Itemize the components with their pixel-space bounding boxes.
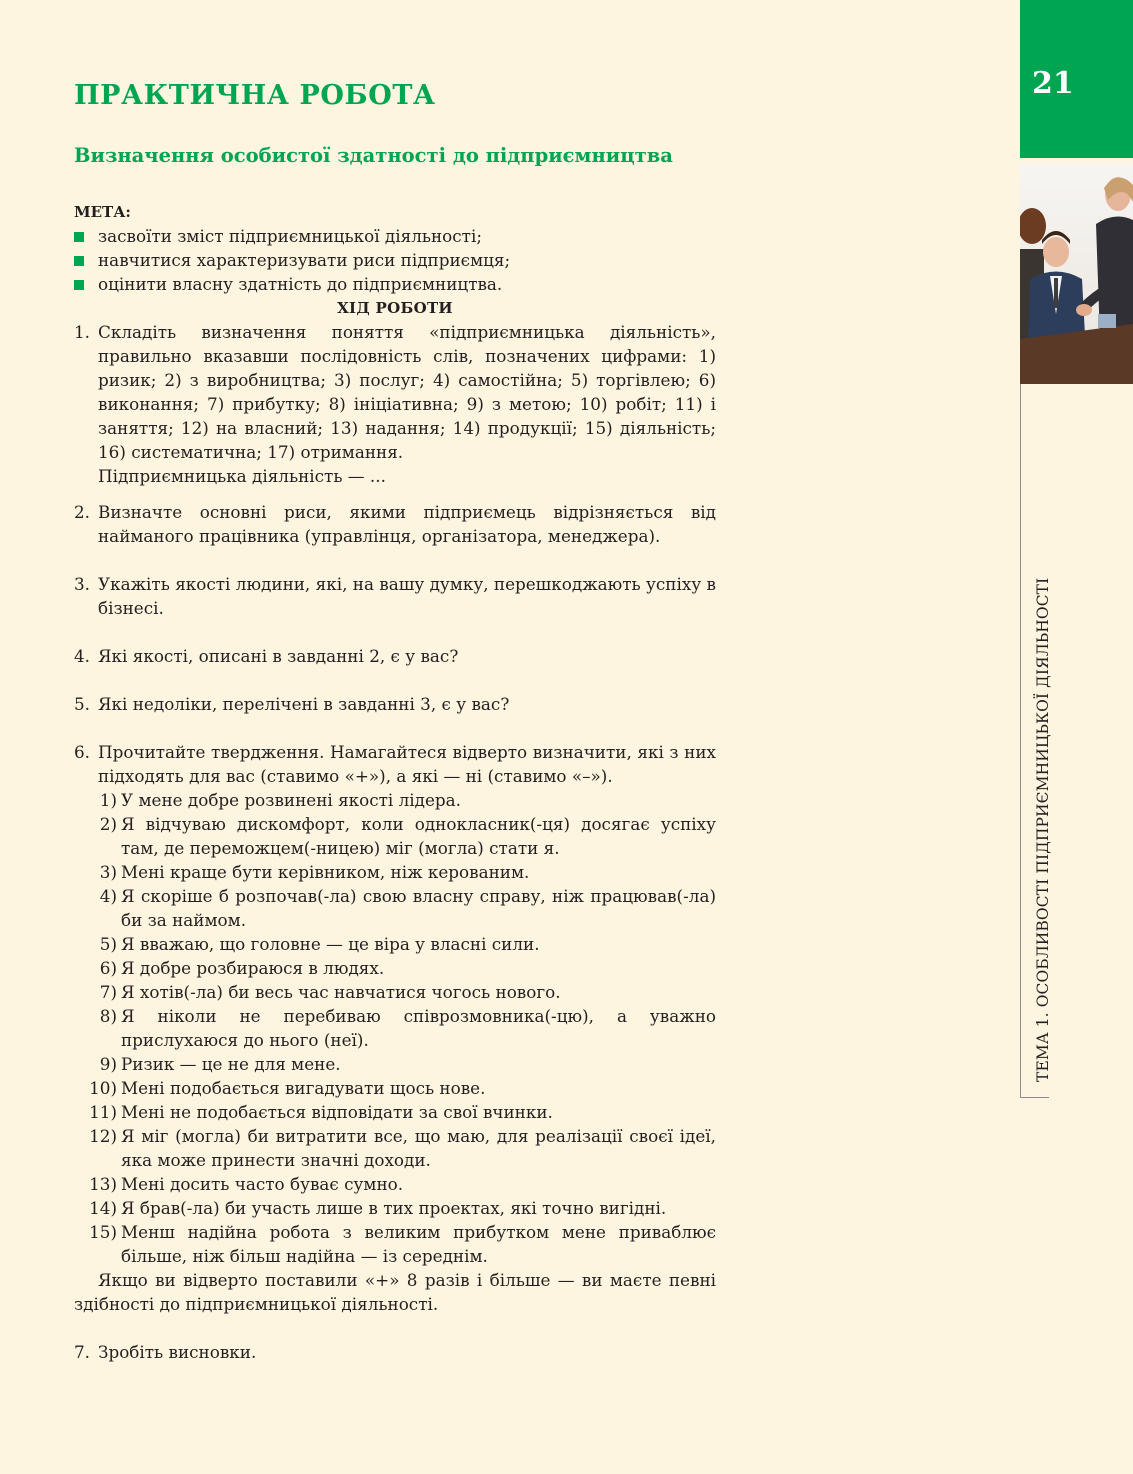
statement-item xyxy=(74,1220,716,1268)
statement-text: Ризик — це не для мене. xyxy=(121,1054,341,1074)
square-bullet-icon xyxy=(74,256,84,266)
task-text: Прочитайте твердження. Намагайтеся відверто визначити, які з них підходять для вас (ставимо «+»), а які — ні (ставимо «–»). xyxy=(98,742,716,786)
statement-item xyxy=(74,812,716,860)
task-text: Визначте основні риси, якими підприємець відрізняється від найманого працівника (управлінця, організатора, менеджера). xyxy=(98,502,716,546)
task-2 xyxy=(74,500,716,548)
statement-number: 5) xyxy=(99,934,117,954)
statement-item xyxy=(74,788,716,812)
task-5 xyxy=(74,692,716,716)
square-bullet-icon xyxy=(74,280,84,290)
statement-text: Я ніколи не перебиваю співрозмовника(-цю), а уважно прислухаюся до нього (неї). xyxy=(121,1006,716,1050)
statement-number: 10) xyxy=(89,1078,117,1098)
statement-item xyxy=(74,1196,716,1220)
task-number: 2. xyxy=(74,502,91,522)
statement-text: Я брав(-ла) би участь лише в тих проектах, які точно вигідні. xyxy=(121,1198,667,1218)
statement-item xyxy=(74,860,716,884)
statement-number: 15) xyxy=(89,1222,117,1242)
statement-item xyxy=(74,980,716,1004)
statement-text: Я відчуваю дискомфорт, коли однокласник(-ця) досягає успіху там, де переможцем(-ницею) міг (могла) стати я. xyxy=(121,814,716,858)
statement-text: Мені не подобається відповідати за свої вчинки. xyxy=(121,1102,553,1122)
statement-number: 14) xyxy=(89,1198,117,1218)
statement-text: Я добре розбираюся в людях. xyxy=(121,958,385,978)
task-text: Складіть визначення поняття «підприємницька діяльність», правильно вказавши послідовність слів, позначених цифрами: 1) ризик; 2) з виробництва; 3) послуг; 4) самостійна; 5) торгівлею; 6) виконання; 7) прибутку; 8) ініціативна; 9) з метою; 10) робіт; 11) і заняття; 12) на власний; 13) надання; 14) продукції; 15) діяльність; 16) систематична; 17) отримання. xyxy=(98,322,716,462)
statement-item xyxy=(74,1100,716,1124)
statement-text: У мене добре розвинені якості лідера. xyxy=(121,790,462,810)
statement-item xyxy=(74,1052,716,1076)
task-number: 4. xyxy=(74,646,91,666)
goal-item xyxy=(74,248,716,272)
statement-number: 9) xyxy=(99,1054,117,1074)
task-number: 3. xyxy=(74,574,91,594)
statement-item xyxy=(74,884,716,932)
statement-number: 12) xyxy=(89,1126,117,1146)
statement-number: 6) xyxy=(99,958,117,978)
business-handshake-photo xyxy=(1020,164,1133,384)
task-6 xyxy=(74,740,716,788)
statement-number: 11) xyxy=(89,1102,117,1122)
statement-number: 3) xyxy=(99,862,117,882)
statement-number: 4) xyxy=(99,886,117,906)
task-6-conclusion: Якщо ви відверто поставили «+» 8 разів і більше — ви маєте певні здібності до підприємницької діяльності. xyxy=(74,1270,716,1314)
side-caption: ТЕМА 1. ОСОБЛИВОСТІ ПІДПРИЄМНИЦЬКОЇ ДІЯЛЬНОСТІ xyxy=(1034,577,1052,1082)
statement-item xyxy=(74,956,716,980)
task-number: 7. xyxy=(74,1342,91,1362)
page-subtitle: Визначення особистої здатності до підприємництва xyxy=(74,144,673,167)
goal-item xyxy=(74,224,716,248)
statement-number: 7) xyxy=(99,982,117,1002)
goal-text: навчитися характеризувати риси підприємця; xyxy=(98,250,511,270)
task-text: Укажіть якості людини, які, на вашу думку, перешкоджають успіху в бізнесі. xyxy=(98,574,716,618)
task-3 xyxy=(74,572,716,620)
statement-text: Я хотів(-ла) би весь час навчатися чогось нового. xyxy=(121,982,561,1002)
statement-item xyxy=(74,1076,716,1100)
statement-number: 1) xyxy=(99,790,117,810)
statement-text: Я міг (могла) би витратити все, що маю, для реалізації своєї ідеї, яка може принести значні доходи. xyxy=(121,1126,716,1170)
side-caption-wrap xyxy=(1034,577,1054,1102)
statement-text: Мені краще бути керівником, ніж керованим. xyxy=(121,862,530,882)
task-7 xyxy=(74,1340,716,1364)
statement-text: Мені досить часто буває сумно. xyxy=(121,1174,404,1194)
task-4 xyxy=(74,644,716,668)
task-number: 6. xyxy=(74,742,91,762)
content xyxy=(74,200,716,1364)
task-number: 5. xyxy=(74,694,91,714)
goal-item xyxy=(74,272,716,296)
task-1-answer: Підприємницька діяльність — ... xyxy=(98,466,386,486)
goal-text: засвоїти зміст підприємницької діяльності; xyxy=(98,226,482,246)
statement-text: Мені подобається вигадувати щось нове. xyxy=(121,1078,486,1098)
task-text: Зробіть висновки. xyxy=(98,1342,257,1362)
square-bullet-icon xyxy=(74,232,84,242)
task-text: Які якості, описані в завданні 2, є у вас? xyxy=(98,646,459,666)
goal-list xyxy=(74,224,716,296)
statement-text: Менш надійна робота з великим прибутком мене приваблює більше, ніж більш надійна — із середнім. xyxy=(121,1222,716,1266)
goal-label: МЕТА: xyxy=(74,203,131,221)
statement-item xyxy=(74,1004,716,1052)
statement-item xyxy=(74,1172,716,1196)
task-1 xyxy=(74,320,716,464)
goal-text: оцінити власну здатність до підприємництва. xyxy=(98,274,503,294)
statement-item xyxy=(74,1124,716,1172)
page-title: ПРАКТИЧНА РОБОТА xyxy=(74,80,436,111)
task-text: Які недоліки, перелічені в завданні 3, є у вас? xyxy=(98,694,510,714)
procedure-heading: ХІД РОБОТИ xyxy=(337,299,453,317)
statement-text: Я скоріше б розпочав(-ла) свою власну справу, ніж працював(-ла) би за наймом. xyxy=(121,886,716,930)
statement-number: 8) xyxy=(99,1006,117,1026)
statement-text: Я вважаю, що головне — це віра у власні сили. xyxy=(121,934,540,954)
statement-number: 13) xyxy=(89,1174,117,1194)
page-number: 21 xyxy=(1032,66,1074,101)
statement-number: 2) xyxy=(99,814,117,834)
statement-list xyxy=(74,788,716,1268)
statement-item xyxy=(74,932,716,956)
task-number: 1. xyxy=(74,322,91,342)
side-rule xyxy=(1020,384,1021,1098)
